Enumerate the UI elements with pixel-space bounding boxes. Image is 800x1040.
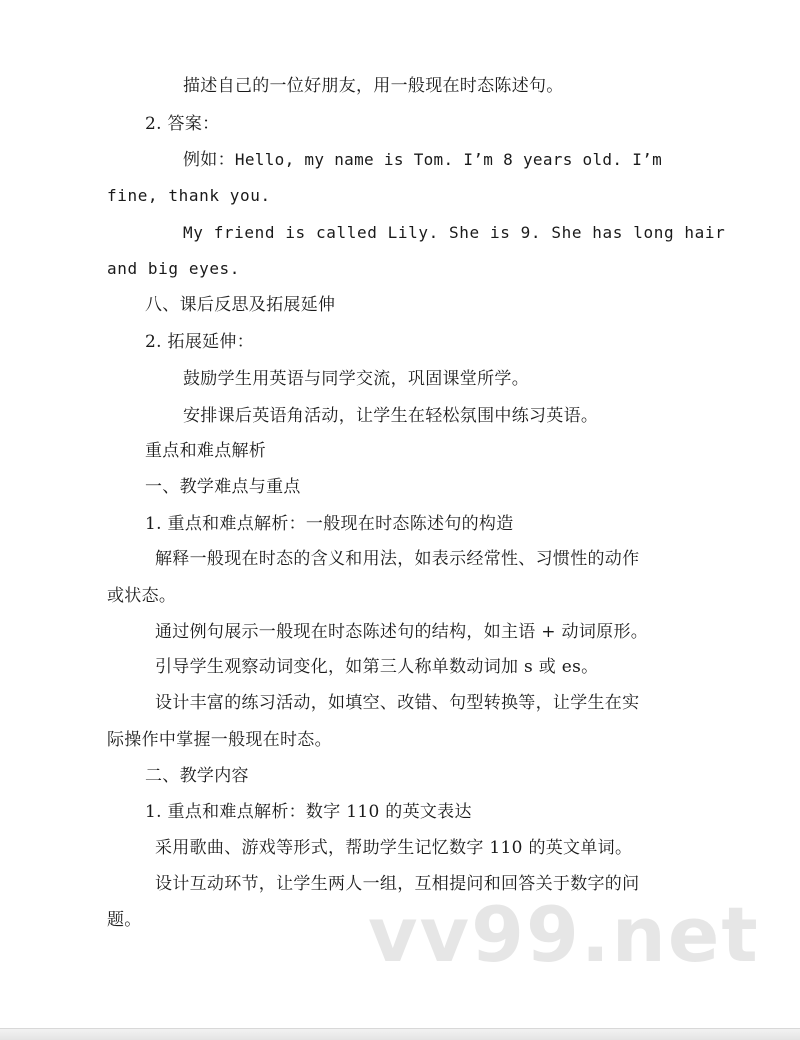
example-line — [183, 148, 662, 172]
paragraph-line: 采用歌曲、游戏等形式，帮助学生记忆数字 110 的英文单词。 — [155, 838, 633, 858]
paragraph-line: 解释一般现在时态的含义和用法，如表示经常性、习惯性的动作 — [155, 549, 640, 569]
paragraph-line: 描述自己的一位好朋友，用一般现在时态陈述句。 — [183, 76, 564, 96]
example-text: Hello, my name is Tom. I’m 8 years old. I’m — [234, 150, 663, 169]
example-continuation: and big eyes. — [107, 259, 241, 278]
paragraph-line: 或状态。 — [107, 586, 177, 606]
paragraph-line: 通过例句展示一般现在时态陈述句的结构，如主语 + 动词原形。 — [155, 622, 649, 642]
subsection-heading: 1. 重点和难点解析：数字 110 的英文表达 — [145, 802, 472, 822]
section-heading: 二、教学内容 — [145, 766, 249, 786]
paragraph-line: 题。 — [107, 910, 142, 930]
paragraph-line: 设计互动环节，让学生两人一组，互相提问和回答关于数字的问 — [155, 874, 640, 894]
section-heading: 八、课后反思及拓展延伸 — [145, 295, 336, 315]
answer-heading: 2. 答案： — [145, 114, 220, 134]
subsection-heading: 1. 重点和难点解析：一般现在时态陈述句的构造 — [145, 514, 514, 534]
example-label: 例如： — [183, 150, 235, 170]
example-line: My friend is called Lily. She is 9. She has long hair — [183, 223, 726, 242]
paragraph-line: 引导学生观察动词变化，如第三人称单数动词加 s 或 es。 — [155, 657, 599, 677]
paragraph-line: 际操作中掌握一般现在时态。 — [107, 730, 332, 750]
watermark: vv99.net — [368, 890, 760, 979]
paragraph-line: 安排课后英语角活动，让学生在轻松氛围中练习英语。 — [183, 406, 599, 426]
section-heading: 一、教学难点与重点 — [145, 477, 301, 497]
section-title: 重点和难点解析 — [145, 441, 267, 461]
paragraph-line: 设计丰富的练习活动，如填空、改错、句型转换等，让学生在实 — [155, 693, 640, 713]
paragraph-line: 鼓励学生用英语与同学交流，巩固课堂所学。 — [183, 369, 529, 389]
page-bottom-edge — [0, 1028, 800, 1040]
example-continuation: fine, thank you. — [107, 186, 271, 205]
subsection-heading: 2. 拓展延伸： — [145, 332, 255, 352]
